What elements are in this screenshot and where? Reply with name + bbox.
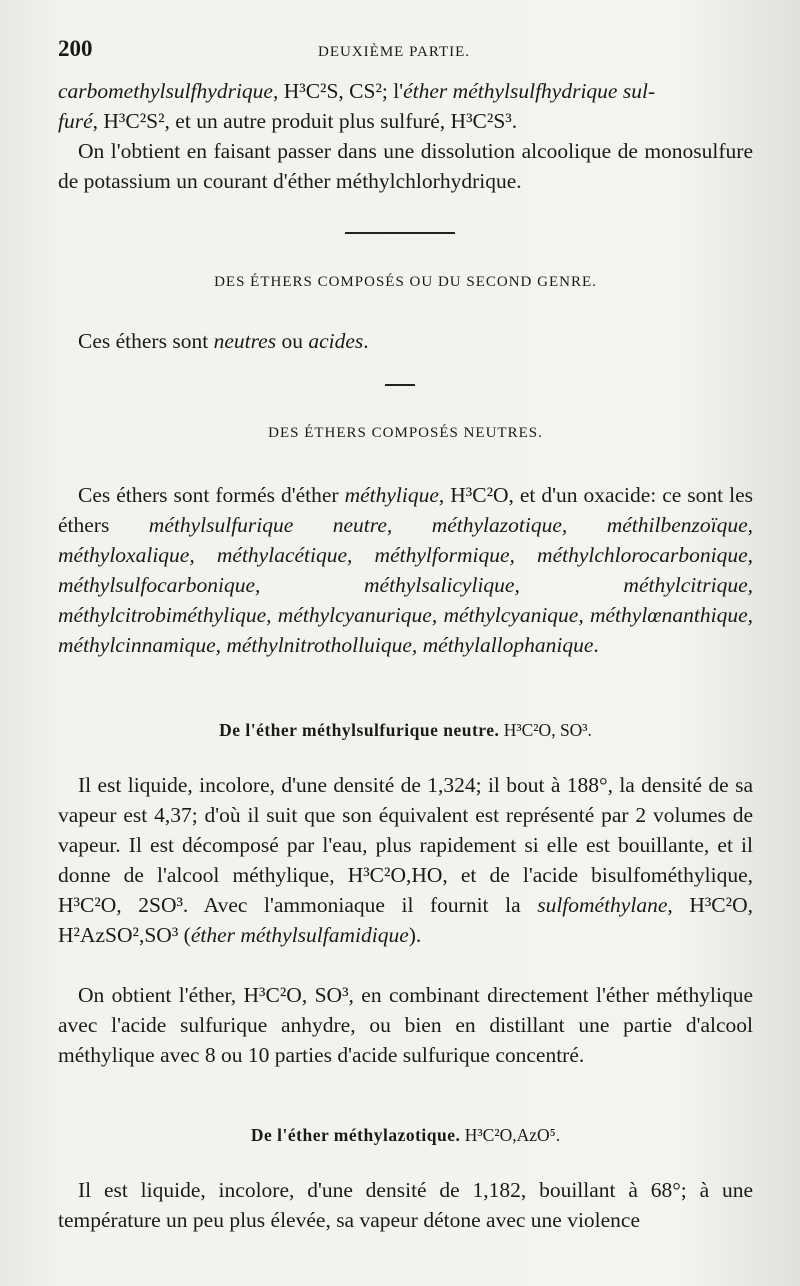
- intro-line2: furé, H³C²S², et un autre produit plus sulfuré, H³C²S³.: [58, 109, 518, 133]
- section-divider: [345, 232, 455, 234]
- section4-paragraph: Il est liquide, incolore, d'une densité de 1,182, bouillant à 68°; à une température un peu plus élevée, sa vapeur détone avec une violence: [58, 1178, 753, 1232]
- section3-paragraph2: On obtient l'éther, H³C²O, SO³, en combinant directement l'éther méthylique avec l'acide sulfurique anhydre, ou bien en distillant une partie d'alcool méthylique avec 8 ou 10 parties d'acide sulfurique concentré.: [58, 983, 753, 1067]
- section3-paragraph1: Il est liquide, incolore, d'une densité de 1,324; il bout à 188°, la densité de sa vapeur est 4,37; d'où il suit que son équivalent est représenté par 2 volumes de vapeur. Il est décomposé par l'eau, plus rapidement si elle est bouillante, et il donne de l'alcool méthylique, H³C²O,HO, et de l'acide bisulfométhylique, H³C²O, 2SO³. Avec l'ammoniaque il fournit la sulfométhylane, H³C²O, H²AzSO²,SO³ (éther méthylsulfamidique).: [58, 773, 753, 947]
- page-number: 200: [58, 36, 93, 61]
- short-divider: [385, 384, 415, 386]
- intro-text: [58, 76, 753, 196]
- subheading-methylazotique: De l'éther méthylazotique. H³C²O,AzO⁵.: [250, 1125, 561, 1145]
- intro-line1: carbomethylsulfhydrique, H³C²S, CS²; l'éther méthylsulfhydrique sul-: [58, 79, 656, 103]
- running-head: DEUXIÈME PARTIE.: [318, 44, 471, 60]
- section-heading-neutres: DES ÉTHERS COMPOSÉS NEUTRES.: [268, 425, 543, 441]
- section2-paragraph: Ces éthers sont formés d'éther méthylique, H³C²O, et d'un oxacide: ce sont les éthers méthylsulfurique neutre, méthylazotique, méthilbenzoïque, méthyloxalique, méthylacétique, méthylformique, méthylchlorocarbonique, méthylsulfocarbonique, méthylsalicylique, méthylcitrique, méthylcitrobiméthylique, méthylcyanurique, méthylcyanique, méthylœnanthique, méthylcinnamique, méthylnitrotholluique, méthylallophanique.: [58, 483, 753, 657]
- subheading-methylsulfurique: De l'éther méthylsulfurique neutre. H³C²O, SO³.: [219, 720, 592, 740]
- section-heading-composes: DES ÉTHERS COMPOSÉS OU DU SECOND GENRE.: [214, 274, 597, 290]
- section1-paragraph: Ces éthers sont neutres ou acides.: [78, 329, 369, 353]
- intro-paragraph: On l'obtient en faisant passer dans une dissolution alcoolique de monosulfure de potassium un courant d'éther méthylchlorhydrique.: [58, 139, 753, 193]
- page-header: [58, 36, 753, 68]
